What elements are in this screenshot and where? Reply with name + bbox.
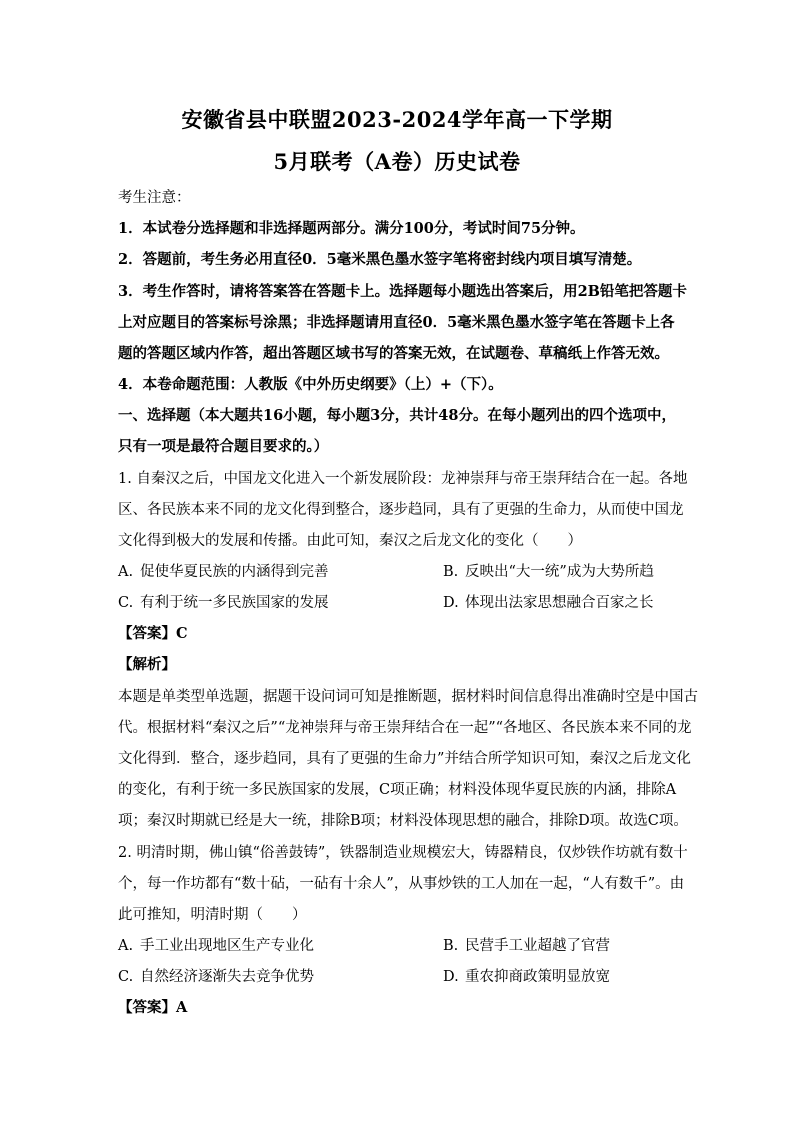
exam-title-line1: 安徽省县中联盟2023-2024学年高一下学期: [181, 107, 613, 132]
option-text: 民营手工业超越了官营: [465, 938, 610, 954]
option-key: D.: [443, 969, 459, 985]
option-text: 有利于统一多民族国家的发展: [140, 595, 329, 611]
exam-title-line2: 5月联考（A卷）历史试卷: [273, 149, 521, 174]
option-key: D.: [443, 595, 459, 611]
q1-stem-line-3: 文化得到极大的发展和传播。由此可知，秦汉之后龙文化的变化（ ）: [118, 533, 582, 549]
q1-option-c: [118, 593, 329, 613]
option-key: B.: [443, 938, 459, 954]
notice-line-1: 1．本试卷分选择题和非选择题两部分。满分100分，考试时间75分钟。: [118, 220, 585, 237]
notice-heading: 考生注意：: [118, 190, 191, 206]
section-heading-line-2: 只有一项是最符合题目要求的。）: [118, 438, 329, 455]
q1-answer: 【答案】C: [118, 625, 188, 642]
q2-option-a: [118, 936, 314, 956]
q1-option-d: [443, 593, 654, 613]
q1-option-a: [118, 562, 329, 582]
q2-stem-line-1: 2. 明清时期，佛山镇“俗善鼓铸”，铁器制造业规模宏大，铸器精良，仅炒铁作坊就有数十: [118, 845, 688, 861]
option-text: 反映出“大一统”成为大势所趋: [465, 564, 654, 580]
notice-line-4: 上对应题目的答案标号涂黑；非选择题请用直径0．5毫米黑色墨水签字笔在答题卡上各: [118, 314, 675, 331]
option-text: 自然经济逐渐失去竞争优势: [140, 969, 314, 985]
q2-option-b: [443, 936, 610, 956]
option-key: B.: [443, 564, 459, 580]
option-text: 体现出法家思想融合百家之长: [465, 595, 654, 611]
section-heading-line-1: 一、选择题（本大题共16小题，每小题3分，共计48分。在每小题列出的四个选项中，: [118, 407, 676, 424]
notice-line-2: 2．答题前，考生务必用直径0．5毫米黑色墨水签字笔将密封线内项目填写清楚。: [118, 251, 642, 268]
option-key: A.: [118, 564, 134, 580]
q1-analysis-line-4: 的变化，有利于统一多民族国家的发展，C项正确；材料没体现华夏民族的内涵，排除A: [118, 782, 677, 798]
q2-stem-line-2: 个，每一作坊都有“数十砧，一砧有十余人”，从事炒铁的工人加在一起，“人有数千”。由: [118, 876, 685, 892]
q2-stem-line-3: 此可推知，明清时期（ ）: [118, 907, 307, 923]
option-key: C.: [118, 969, 134, 985]
q2-option-d: [443, 967, 610, 987]
q1-option-b: [443, 562, 654, 582]
option-text: 手工业出现地区生产专业化: [140, 938, 314, 954]
q1-analysis-line-5: 项；秦汉时期就已经是大一统，排除B项；材料没体现思想的融合，排除D项。故选C项。: [118, 813, 688, 829]
option-key: A.: [118, 938, 134, 954]
notice-line-5: 题的答题区域内作答，超出答题区域书写的答案无效，在试题卷、草稿纸上作答无效。: [118, 345, 669, 362]
notice-line-6: 4．本卷命题范围：人教版《中外历史纲要》（上）+（下）。: [118, 376, 503, 393]
q1-analysis-line-1: 本题是单类型单选题，据题干设问词可知是推断题，据材料时间信息得出准确时空是中国古: [118, 689, 698, 705]
q2-answer: 【答案】A: [118, 999, 188, 1016]
q1-analysis-heading: 【解析】: [118, 656, 176, 673]
q1-stem-line-1: 1. 自秦汉之后，中国龙文化进入一个新发展阶段：龙神崇拜与帝王崇拜结合在一起。各地: [118, 471, 688, 487]
q2-option-c: [118, 967, 314, 987]
q1-stem-line-2: 区、各民族本来不同的龙文化得到整合，逐步趋同，具有了更强的生命力，从而使中国龙: [118, 502, 684, 518]
option-key: C.: [118, 595, 134, 611]
q1-analysis-line-2: 代。根据材料“秦汉之后”“龙神崇拜与帝王崇拜结合在一起”“各地区、各民族本来不同的龙: [118, 720, 692, 736]
notice-line-3: 3．考生作答时，请将答案答在答题卡上。选择题每小题选出答案后，用2B铅笔把答题卡: [118, 283, 687, 300]
option-text: 促使华夏民族的内涵得到完善: [140, 564, 329, 580]
q1-analysis-line-3: 文化得到．整合，逐步趋同，具有了更强的生命力”并结合所学知识可知，秦汉之后龙文化: [118, 751, 691, 767]
option-text: 重农抑商政策明显放宽: [465, 969, 610, 985]
